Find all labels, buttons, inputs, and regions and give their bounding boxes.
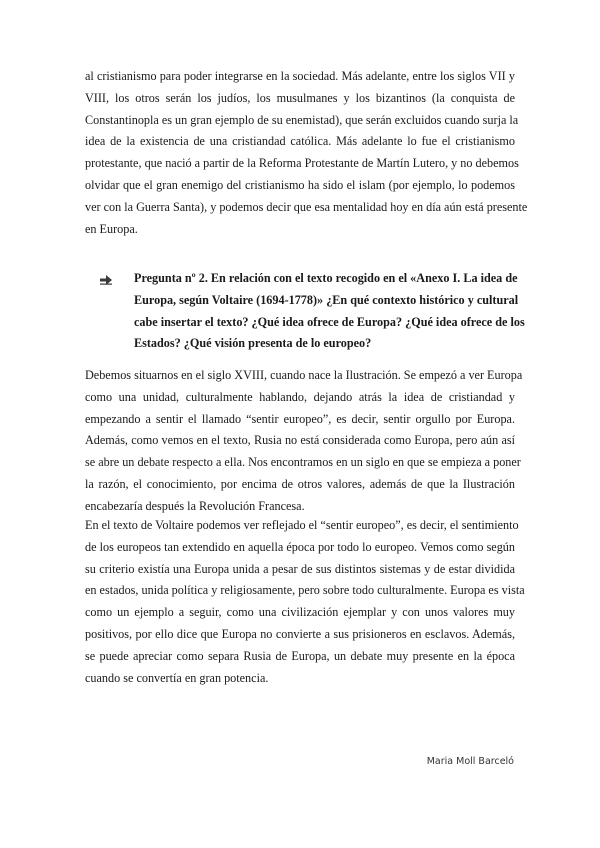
- text-line: cuando se convertía en gran potencia.: [85, 670, 269, 685]
- text-line: En el texto de Voltaire podemos ver reflejado el “sentir europeo”, es decir, el sentimiento: [85, 518, 519, 532]
- text-line: Además, como vemos en el texto, Rusia no está considerada como Europa, pero aún así: [85, 433, 515, 448]
- text-line: en Europa.: [85, 221, 138, 236]
- question-text: [134, 268, 525, 355]
- text-line: la razón, el conocimiento, por encima de otros valores, además de que la Ilustración: [85, 476, 515, 491]
- text-line: como un ejemplo a seguir, como una civilización ejemplar y con unos valores muy: [85, 605, 515, 620]
- text-line: protestante, que nació a partir de la Reforma Protestante de Martín Lutero, y no debemos: [85, 156, 519, 171]
- text-line: se puede apreciar como separa Rusia de Europa, un debate muy presente en la época: [85, 648, 515, 663]
- text-line: Debemos situarnos en el siglo XVIII, cuando nace la Ilustración. Se empezó a ver Europa: [85, 368, 523, 382]
- text-line: cabe insertar el texto? ¿Qué idea ofrece de Europa? ¿Qué idea ofrece de los: [134, 314, 525, 329]
- text-line: ver con la Guerra Santa), y podemos decir que esa mentalidad hoy en día aún está presente: [85, 199, 528, 214]
- text-line: Europa, según Voltaire (1694-1778)» ¿En qué contexto histórico y cultural: [134, 292, 519, 307]
- text-line: en estados, unida política y religiosamente, pero sobre todo culturalmente. Europa es vista: [85, 583, 525, 598]
- question-block: [102, 268, 525, 355]
- text-line: como una unidad, culturalmente hablando, dejando atrás la idea de cristiandad y: [85, 389, 515, 404]
- text-line: VIII, los otros serán los judíos, los musulmanes y los bizantinos (la conquista de: [85, 90, 515, 105]
- text-line: encabezaría después la Revolución Francesa.: [85, 498, 305, 513]
- text-line: al cristianismo para poder integrarse en la sociedad. Más adelante, entre los siglos VII y: [85, 69, 515, 83]
- paragraph-continuation: [85, 66, 528, 240]
- text-line: se abre un debate respecto a ella. Nos encontramos en un siglo en que se empieza a poner: [85, 455, 521, 470]
- text-line: de los europeos tan extendido en aquella época por todo lo europeo. Vemos como según: [85, 539, 515, 554]
- arrow-bullet-icon: [100, 275, 112, 285]
- answer-paragraph-2: [85, 515, 525, 689]
- text-line: su criterio existía una Europa unida a pesar de sus distintos sistemas y de estar dividida: [85, 561, 515, 576]
- text-line: olvidar que el gran enemigo del cristianismo ha sido el islam (por ejemplo, lo podemos: [85, 177, 515, 192]
- text-line: empezando a sentir el llamado “sentir europeo”, es decir, sentir orgullo por Europa.: [85, 411, 515, 426]
- answer-paragraph-1: [85, 365, 523, 518]
- text-line: Pregunta nº 2. En relación con el texto recogido en el «Anexo I. La idea de: [134, 271, 518, 285]
- text-line: Constantinopla es un gran ejemplo de su enemistad), que serán excluidos cuando surja la: [85, 112, 519, 127]
- text-line: idea de la existencia de una cristiandad católica. Más adelante lo fue el cristianismo: [85, 134, 515, 149]
- text-line: Estados? ¿Qué visión presenta de lo europeo?: [134, 336, 372, 351]
- text-line: positivos, por ello dice que Europa no convierte a sus prisioneros en esclavos. Además,: [85, 626, 515, 641]
- footer-author: Maria Moll Barceló: [426, 756, 514, 767]
